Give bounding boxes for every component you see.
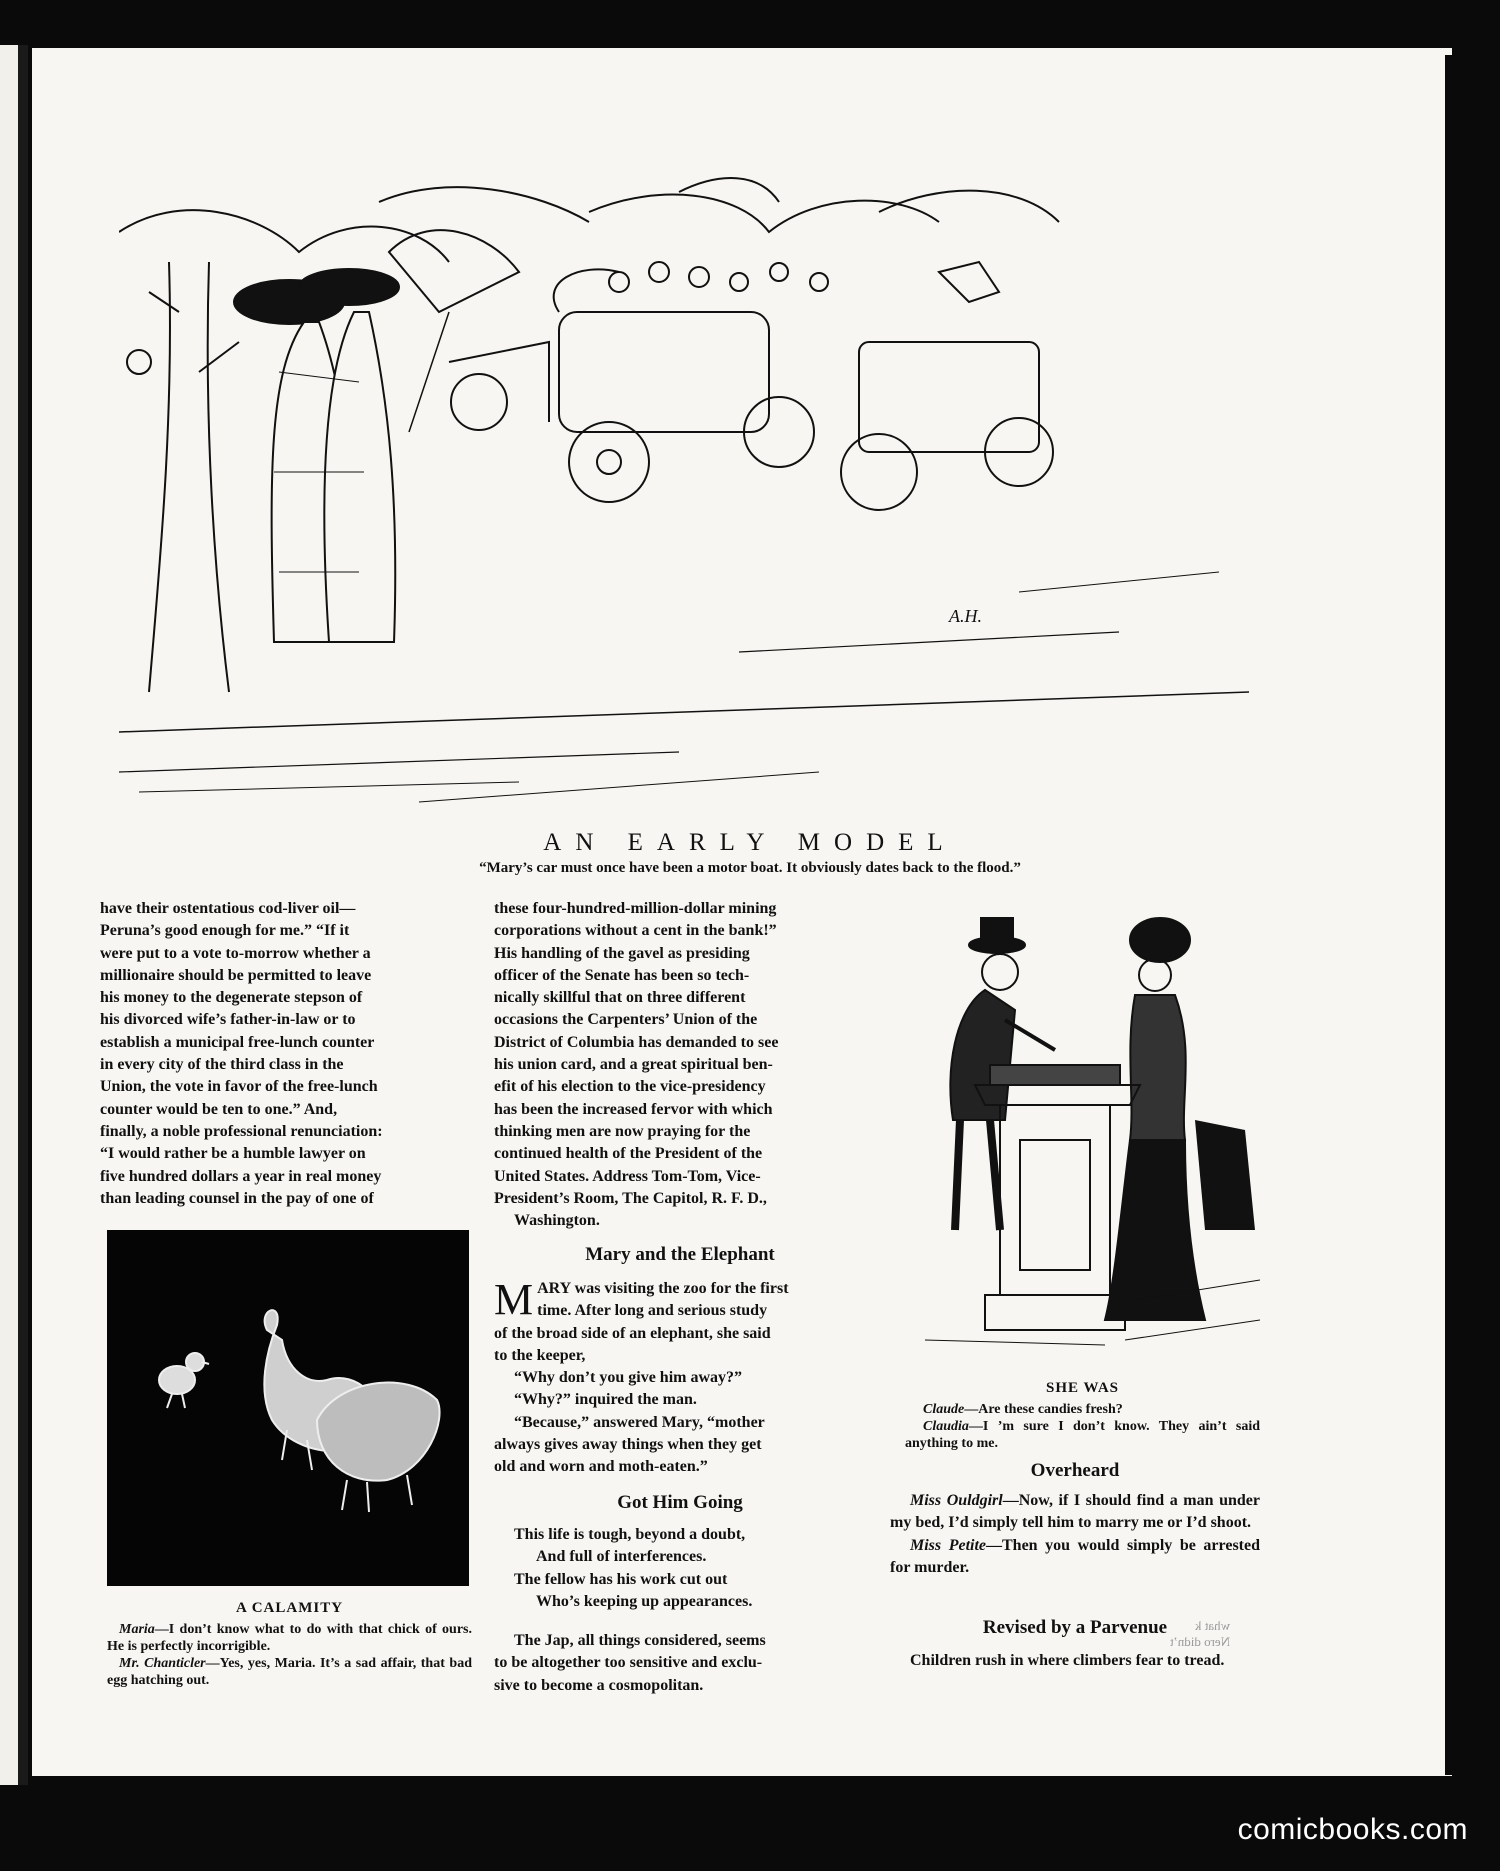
parvenue-line: Children rush in where climbers fear to tread. <box>910 1652 1225 1669</box>
poem-line: This life is tough, beyond a doubt, <box>514 1526 746 1543</box>
petite-speaker: Miss Petite <box>910 1536 986 1554</box>
cartoon-title: AN EARLY MODEL <box>543 829 957 856</box>
text-line: old and worn and moth-eaten.” <box>494 1458 708 1476</box>
got-him-going-poem <box>514 1524 866 1613</box>
chanticler-line: —Yes, yes, Maria. It’s a sad affair, that bad egg hatching out. <box>107 1656 472 1688</box>
text-line: “Why don’t you give him away?” <box>514 1369 743 1387</box>
text-line: President’s Room, The Capitol, R. F. D., <box>494 1189 767 1207</box>
text-line: his divorced wife’s father-in-law or to <box>100 1011 356 1029</box>
dropcap: M <box>494 1275 534 1324</box>
early-model-illustration <box>119 172 1249 820</box>
text-line: have their ostentatious cod-liver oil— <box>100 900 356 917</box>
text-line: to be altogether too sensitive and exclu- <box>494 1654 763 1672</box>
text-line: “I would rather be a humble lawyer on <box>100 1145 366 1163</box>
text-line: occasions the Carpenters’ Union of the <box>494 1011 758 1029</box>
overheard-heading: Overheard <box>1030 1460 1120 1481</box>
text-line: sive to become a cosmopolitan. <box>494 1676 704 1694</box>
text-line: these four-hundred-million-dollar mining <box>494 900 777 917</box>
claude-line: —Are these candies fresh? <box>964 1402 1123 1417</box>
left-page-edge <box>0 45 28 1785</box>
text-line: millionaire should be permitted to leave <box>100 966 372 984</box>
text-line: establish a municipal free-lunch counter <box>100 1033 375 1051</box>
ouldgirl-line: —Now, if I should find a man under my bed, I’d simply tell him to marry me or I’d shoot. <box>890 1492 1260 1532</box>
calamity-illustration <box>107 1230 469 1586</box>
text-line: ARY was visiting the zoo for the first <box>537 1280 789 1297</box>
text-line: Washington. <box>514 1212 600 1230</box>
calamity-title: A CALAMITY <box>235 1600 344 1616</box>
text-line: always gives away things when they get <box>494 1436 762 1454</box>
mary-elephant-text <box>494 1275 866 1479</box>
text-line: The Jap, all things considered, seems <box>514 1632 766 1649</box>
maria-line: —I don’t know what to do with that chick of ours. He is perfectly incorrigible. <box>107 1622 472 1654</box>
right-scan-border <box>1445 55 1465 1775</box>
text-line: His handling of the gavel as presiding <box>494 944 750 962</box>
claudia-line: —I ’m sure I don’t know. They ain’t said anything to me. <box>905 1419 1260 1451</box>
text-line: to the keeper, <box>494 1346 586 1364</box>
she-was-caption <box>905 1380 1260 1452</box>
mary-elephant-heading: Mary and the Elephant <box>585 1244 775 1265</box>
jap-paragraph <box>494 1630 866 1697</box>
text-line: Peruna’s good enough for me.” “If it <box>100 922 350 940</box>
text-line: District of Columbia has demanded to see <box>494 1033 779 1051</box>
illustration-signature: A.H. <box>949 606 982 626</box>
column-2-text <box>494 898 866 1232</box>
cartoon-caption: “Mary’s car must once have been a motor boat. It obviously dates back to the flood.” <box>479 860 1021 876</box>
chanticler-speaker: Mr. Chanticler <box>119 1656 206 1671</box>
maria-speaker: Maria <box>119 1622 155 1637</box>
text-line: counter would be ten to one.” And, <box>100 1100 338 1118</box>
bleed-through-text: what k Nero didn’t <box>1170 1618 1231 1649</box>
text-line: time. After long and serious study <box>537 1302 768 1320</box>
text-line: his union card, and a great spiritual ben- <box>494 1056 773 1074</box>
she-was-illustration <box>905 900 1260 1360</box>
she-was-title: SHE WAS <box>1045 1380 1119 1396</box>
text-line: “Because,” answered Mary, “mother <box>514 1413 765 1431</box>
text-line: United States. Address Tom-Tom, Vice- <box>494 1167 761 1185</box>
calamity-caption <box>107 1600 472 1689</box>
text-line: thinking men are now praying for the <box>494 1122 751 1140</box>
overheard-text <box>890 1490 1260 1579</box>
text-line: continued health of the President of the <box>494 1145 763 1163</box>
text-line: corporations without a cent in the bank!” <box>494 922 777 940</box>
text-line: nically skillful that on three different <box>494 989 746 1007</box>
claude-speaker: Claude <box>923 1402 965 1417</box>
watermark: comicbooks.com <box>1237 1813 1468 1846</box>
poem-line: The fellow has his work cut out <box>514 1570 728 1588</box>
text-line: his money to the degenerate stepson of <box>100 989 363 1007</box>
poem-line: Who’s keeping up appearances. <box>536 1592 753 1610</box>
column-1-text <box>100 898 472 1210</box>
ouldgirl-speaker: Miss Ouldgirl <box>910 1492 1003 1509</box>
text-line: were put to a vote to-morrow whether a <box>100 944 371 962</box>
text-line: has been the increased fervor with which <box>494 1100 773 1118</box>
petite-line: —Then you would simply be arrested for murder. <box>890 1536 1260 1576</box>
text-line: finally, a noble professional renunciation: <box>100 1122 383 1140</box>
text-line: Union, the vote in favor of the free-lunch <box>100 1078 378 1096</box>
poem-line: And full of interferences. <box>536 1548 707 1566</box>
parvenue-text <box>890 1650 1260 1672</box>
text-line: “Why?” inquired the man. <box>514 1391 697 1409</box>
text-line: of the broad side of an elephant, she said <box>494 1324 771 1342</box>
got-him-going-heading: Got Him Going <box>617 1492 743 1513</box>
text-line: efit of his election to the vice-presidency <box>494 1078 766 1096</box>
text-line: than leading counsel in the pay of one of <box>100 1189 374 1207</box>
text-line: in every city of the third class in the <box>100 1056 344 1074</box>
text-line: officer of the Senate has been so tech- <box>494 966 750 984</box>
text-line: five hundred dollars a year in real money <box>100 1167 382 1185</box>
claudia-speaker: Claudia <box>923 1419 969 1434</box>
parvenue-heading: Revised by a Parvenue <box>982 1617 1168 1638</box>
